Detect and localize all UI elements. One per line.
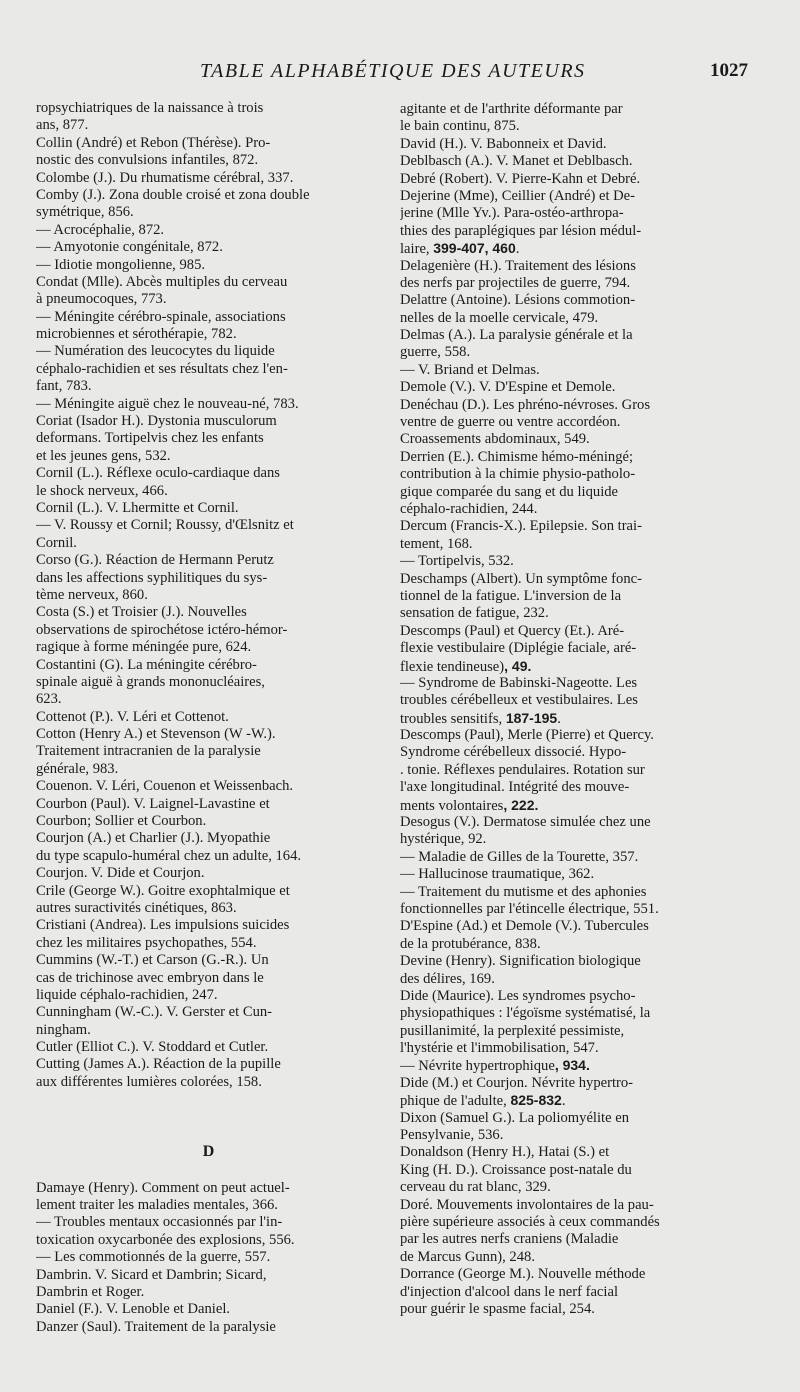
index-line: physiopathiques : l'égoïsme systématisé, la [400, 1005, 651, 1022]
index-line: ans, 877. [36, 117, 89, 134]
index-line: deformans. Tortipelvis chez les enfants [36, 430, 264, 447]
index-line: chez les militaires psychopathes, 554. [36, 934, 257, 951]
index-line: Delattre (Antoine). Lésions commotion- [400, 292, 636, 309]
index-line: — Méningite cérébro-spinale, associations [36, 308, 286, 325]
index-line: Cutler (Elliot C.). V. Stoddard et Cutler. [36, 1039, 269, 1056]
index-line: 623. [36, 691, 62, 708]
index-line: jerine (Mlle Yv.). Para-ostéo-arthropa- [400, 205, 624, 222]
index-line: ments volontaires, 222. [400, 796, 539, 814]
index-line: Cummins (W.-T.) et Carson (G.-R.). Un [36, 952, 269, 969]
index-line: agitante et de l'arthrite déformante par [400, 101, 623, 117]
index-line: — Les commotionnés de la guerre, 557. [36, 1249, 271, 1266]
index-line: Corso (G.). Réaction de Hermann Perutz [36, 552, 274, 569]
index-line: et les jeunes gens, 532. [36, 447, 171, 464]
index-line: Dorrance (George M.). Nouvelle méthode [400, 1266, 646, 1283]
index-line: tement, 168. [400, 535, 473, 552]
index-line: lement traiter les maladies mentales, 366. [36, 1197, 278, 1214]
left-column [36, 100, 381, 1336]
index-line: du type scapulo-huméral chez un adulte, 164. [36, 847, 302, 864]
index-line: Dejerine (Mme), Ceillier (André) et De- [400, 187, 636, 204]
index-line: Collin (André) et Rebon (Thérèse). Pro- [36, 134, 271, 151]
index-line: Cornil (L.). V. Lhermitte et Cornil. [36, 499, 239, 516]
index-line: nostic des convulsions infantiles, 872. [36, 152, 259, 169]
index-line: — Syndrome de Babinski-Nageotte. Les [400, 674, 638, 691]
index-line: Dercum (Francis-X.). Epilepsie. Son trai- [400, 518, 642, 535]
index-line: — Troubles mentaux occasionnés par l'in- [36, 1214, 283, 1231]
index-line: — Idiotie mongolienne, 985. [36, 256, 206, 273]
index-line: Donaldson (Henry H.), Hatai (S.) et [400, 1144, 610, 1161]
left-entries-d [36, 1180, 381, 1337]
index-line: spinale aiguë à grands mononucléaires, [36, 673, 265, 690]
index-line: Coriat (Isador H.). Dystonia musculorum [36, 413, 277, 430]
index-line: — Maladie de Gilles de la Tourette, 357. [400, 848, 639, 865]
index-line: Condat (Mlle). Abcès multiples du cerveau [36, 273, 288, 290]
index-line: Costa (S.) et Troisier (J.). Nouvelles [36, 604, 247, 621]
index-line: fonctionnelles par l'étincelle électrique, 551. [400, 900, 659, 917]
section-letter: D [202, 1143, 215, 1161]
index-line: tème nerveux, 860. [36, 586, 148, 603]
index-line: — Traitement du mutisme et des aphonies [400, 883, 647, 900]
index-line: Dide (M.) et Courjon. Névrite hypertro- [400, 1074, 634, 1091]
index-line: . tonie. Réflexes pendulaires. Rotation sur [400, 761, 645, 778]
index-line: King (H. D.). Croissance post-natale du [400, 1161, 632, 1178]
index-line: observations de spirochétose ictéro-hémor- [36, 621, 288, 638]
index-line: générale, 983. [36, 760, 119, 777]
index-line: microbiennes et sérothérapie, 782. [36, 326, 237, 343]
index-line: Derrien (E.). Chimisme hémo-méningé; [400, 448, 634, 465]
index-line: — Acrocéphalie, 872. [36, 221, 165, 238]
index-line: ningham. [36, 1021, 91, 1038]
index-line: Deblbasch (A.). V. Manet et Deblbasch. [400, 153, 633, 170]
index-line: Costantini (G). La méningite cérébro- [36, 656, 257, 673]
index-line: de la protubérance, 838. [400, 935, 541, 952]
left-entries-c [36, 100, 381, 1091]
index-line: Delmas (A.). La paralysie générale et la [400, 327, 633, 344]
index-line: contribution à la chimie physio-patholo- [400, 466, 636, 483]
index-line: Dambrin. V. Sicard et Dambrin; Sicard, [36, 1266, 267, 1283]
index-line: troubles cérébelleux et vestibulaires. Les [400, 692, 638, 709]
index-line: troubles sensitifs, 187-195. [400, 709, 561, 727]
index-line: Daniel (F.). V. Lenoble et Daniel. [36, 1301, 231, 1318]
index-line: Dide (Maurice). Les syndromes psycho- [400, 987, 636, 1004]
index-line: Dixon (Samuel G.). La poliomyélite en [400, 1109, 629, 1126]
index-line: ropsychiatriques de la naissance à trois [36, 100, 264, 116]
index-line: — Méningite aiguë chez le nouveau-né, 783. [36, 395, 299, 412]
index-line: Desogus (V.). Dermatose simulée chez une [400, 814, 651, 831]
index-line: fant, 783. [36, 378, 92, 395]
index-line: pière supérieure associés à ceux commandés [400, 1214, 660, 1230]
index-line: liquide céphalo-rachidien, 247. [36, 986, 218, 1003]
index-line: Courbon; Sollier et Courbon. [36, 813, 207, 830]
index-line: Cristiani (Andrea). Les impulsions suicides [36, 917, 290, 934]
index-line: — Amyotonie congénitale, 872. [36, 239, 223, 256]
index-line: Cunningham (W.-C.). V. Gerster et Cun- [36, 1004, 273, 1021]
index-line: symétrique, 856. [36, 204, 134, 221]
index-line: Courjon. V. Dide et Courjon. [36, 865, 205, 882]
index-line: tionnel de la fatigue. L'inversion de la [400, 587, 622, 604]
index-line: flexie tendineuse), 49. [400, 657, 532, 675]
index-line: l'axe longitudinal. Intégrité des mouve- [400, 779, 630, 796]
index-line: D'Espine (Ad.) et Demole (V.). Tubercules [400, 918, 649, 935]
running-header [170, 60, 750, 86]
right-column [400, 101, 750, 1318]
index-line: de Marcus Gunn), 248. [400, 1248, 535, 1265]
index-line: guerre, 558. [400, 344, 471, 361]
index-line: Courbon (Paul). V. Laignel-Lavastine et [36, 795, 270, 812]
index-line: toxication oxycarbonée des explosions, 556. [36, 1231, 295, 1248]
index-line: flexie vestibulaire (Diplégie faciale, aré- [400, 640, 637, 657]
index-line: Debré (Robert). V. Pierre-Kahn et Debré. [400, 170, 641, 187]
index-line: Denéchau (D.). Les phréno-névroses. Gros [400, 396, 651, 413]
index-line: laire, 399-407, 460. [400, 240, 520, 258]
index-line: Delagenière (H.). Traitement des lésions [400, 257, 636, 274]
index-line: à pneumocoques, 773. [36, 291, 167, 308]
index-line: hystérique, 92. [400, 831, 487, 848]
index-line: céphalo-rachidien, 244. [400, 500, 538, 517]
page-number: 1027 [710, 60, 748, 81]
index-line: Cutting (James A.). Réaction de la pupille [36, 1056, 281, 1073]
index-line: David (H.). V. Babonneix et David. [400, 135, 607, 152]
index-line: — Hallucinose traumatique, 362. [400, 866, 595, 883]
index-line: Devine (Henry). Signification biologique [400, 953, 641, 970]
index-line: Deschamps (Albert). Un symptôme fonc- [400, 570, 642, 587]
index-line: cerveau du rat blanc, 329. [400, 1179, 551, 1196]
index-line: Colombe (J.). Du rhumatisme cérébral, 337. [36, 169, 294, 186]
index-line: — Tortipelvis, 532. [400, 553, 514, 570]
index-line: Croassements abdominaux, 549. [400, 431, 590, 448]
index-line: l'hystérie et l'immobilisation, 547. [400, 1040, 599, 1057]
index-line: Cotton (Henry A.) et Stevenson (W -W.). [36, 726, 276, 743]
index-line: Traitement intracranien de la paralysie [36, 743, 261, 760]
index-line: par les autres nerfs craniens (Maladie [400, 1231, 619, 1248]
right-entries-d [400, 101, 750, 1318]
index-line: autres suractivités cinétiques, 863. [36, 899, 237, 916]
index-line: pour guérir le spasme facial, 254. [400, 1300, 595, 1317]
index-line: Damaye (Henry). Comment on peut actuel- [36, 1179, 290, 1196]
index-line: — V. Roussy et Cornil; Roussy, d'Œlsnitz et [36, 517, 294, 534]
index-line: Doré. Mouvements involontaires de la pau- [400, 1196, 654, 1213]
index-line: le bain continu, 875. [400, 118, 520, 135]
index-line: gique comparée du sang et du liquide [400, 483, 619, 500]
index-line: d'injection d'alcool dans le nerf facial [400, 1283, 618, 1300]
index-line: le shock nerveux, 466. [36, 482, 168, 499]
index-line: aux différentes lumières colorées, 158. [36, 1073, 262, 1090]
index-line: des délires, 169. [400, 970, 495, 987]
index-line: Pensylvanie, 536. [400, 1127, 504, 1144]
index-line: thies des paraplégiques par lésion médul- [400, 222, 642, 239]
index-line: sensation de fatigue, 232. [400, 605, 549, 622]
index-line: Descomps (Paul), Merle (Pierre) et Quercy. [400, 727, 654, 744]
index-line: pusillanimité, la perplexité pessimiste, [400, 1022, 625, 1039]
index-line: dans les affections syphilitiques du sys- [36, 569, 268, 586]
page-title: TABLE ALPHABÉTIQUE DES AUTEURS [200, 60, 586, 82]
index-line: ventre de guerre ou ventre accordéon. [400, 414, 621, 431]
index-line: Dambrin et Roger. [36, 1284, 145, 1300]
index-line: phique de l'adulte, 825-832. [400, 1092, 566, 1110]
index-line: cas de trichinose avec embryon dans le [36, 969, 264, 986]
index-line: Cottenot (P.). V. Léri et Cottenot. [36, 708, 229, 725]
index-line: Syndrome cérébelleux dissocié. Hypo- [400, 744, 627, 761]
index-line: Danzer (Saul). Traitement de la paralysie [36, 1318, 276, 1335]
index-line: Crile (George W.). Goitre exophtalmique et [36, 882, 290, 899]
index-line: Couenon. V. Léri, Couenon et Weissenbach. [36, 778, 294, 795]
index-line: nelles de la moelle cervicale, 479. [400, 309, 599, 326]
index-line: — V. Briand et Delmas. [400, 361, 540, 378]
index-line: Cornil (L.). Réflexe oculo-cardiaque dans [36, 465, 280, 482]
index-line: ragique à forme méningée pure, 624. [36, 639, 252, 656]
index-line: — Numération des leucocytes du liquide [36, 343, 275, 360]
index-line: céphalo-rachidien et ses résultats chez l'en- [36, 360, 288, 377]
index-line: Descomps (Paul) et Quercy (Et.). Aré- [400, 622, 625, 639]
index-line: Comby (J.). Zona double croisé et zona double [36, 186, 310, 203]
index-line: Courjon (A.) et Charlier (J.). Myopathie [36, 830, 271, 847]
index-line: — Névrite hypertrophique, 934. [400, 1057, 590, 1075]
index-line: des nerfs par projectiles de guerre, 794. [400, 274, 631, 291]
index-line: Cornil. [36, 534, 77, 551]
index-line: Demole (V.). V. D'Espine et Demole. [400, 379, 616, 396]
